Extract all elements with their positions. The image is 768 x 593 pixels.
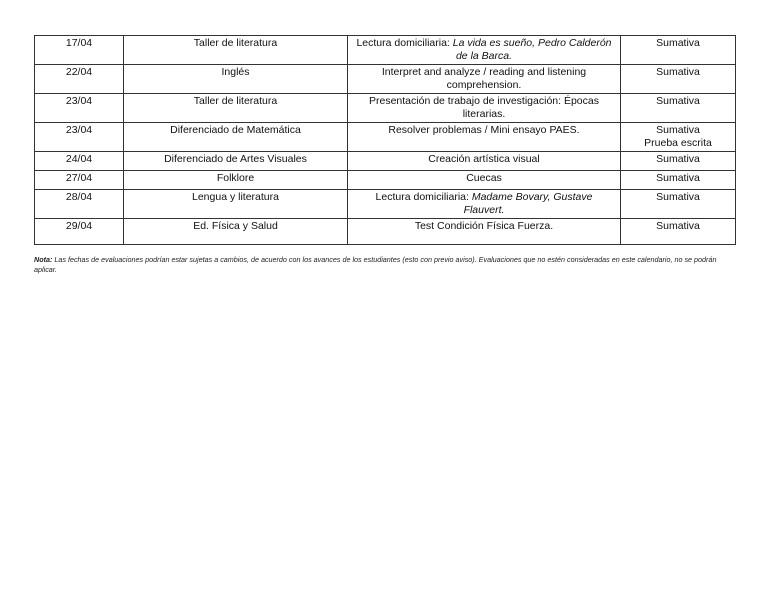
- evaluation-schedule-table: [34, 35, 736, 245]
- footnote: [34, 255, 739, 275]
- description-cell: [348, 94, 621, 123]
- table-row: [35, 123, 736, 152]
- type-cell: [621, 152, 736, 171]
- description-cell: [348, 190, 621, 219]
- type-cell: [621, 36, 736, 65]
- date-cell: 23/04: [35, 94, 124, 123]
- date-cell: 29/04: [35, 219, 124, 245]
- type-text: Sumativa: [656, 95, 700, 107]
- subject-cell: Diferenciado de Matemática: [124, 123, 348, 152]
- type-secondary-text: Prueba escrita: [644, 137, 712, 149]
- table-row: [35, 152, 736, 171]
- date-cell: 22/04: [35, 65, 124, 94]
- description-cell: [348, 152, 621, 171]
- type-text: Sumativa: [656, 66, 700, 78]
- type-cell: [621, 171, 736, 190]
- type-cell: [621, 65, 736, 94]
- type-text: Sumativa: [656, 37, 700, 49]
- description-text: Cuecas: [466, 172, 502, 184]
- date-cell: 28/04: [35, 190, 124, 219]
- date-cell: 24/04: [35, 152, 124, 171]
- description-text: Resolver problemas / Mini ensayo PAES.: [388, 124, 580, 136]
- table-row: [35, 171, 736, 190]
- description-cell: [348, 65, 621, 94]
- table-row: [35, 65, 736, 94]
- type-cell: [621, 190, 736, 219]
- description-text: Creación artística visual: [428, 153, 540, 165]
- description-italic-text: Madame Bovary, Gustave Flauvert.: [463, 191, 593, 216]
- description-cell: [348, 36, 621, 65]
- type-text: Sumativa: [656, 172, 700, 184]
- subject-cell: Taller de literatura: [124, 94, 348, 123]
- table-row: [35, 190, 736, 219]
- subject-cell: Lengua y literatura: [124, 190, 348, 219]
- subject-cell: Folklore: [124, 171, 348, 190]
- footnote-text: Las fechas de evaluaciones podrían estar sujetas a cambios, de acuerdo con los avances de los estudiantes (esto con previo aviso). Evaluaciones que no estén consideradas en este calendario, no se podrán aplicar.: [34, 255, 717, 274]
- table-row: [35, 94, 736, 123]
- type-text: Sumativa: [656, 191, 700, 203]
- subject-cell: Inglés: [124, 65, 348, 94]
- type-text: Sumativa: [656, 220, 700, 232]
- type-cell: [621, 94, 736, 123]
- description-cell: [348, 219, 621, 245]
- description-text: Presentación de trabajo de investigación: Épocas literarias.: [369, 95, 599, 120]
- description-text: Test Condición Física Fuerza.: [414, 220, 554, 232]
- table-row: [35, 219, 736, 245]
- type-cell: [621, 123, 736, 152]
- date-cell: 27/04: [35, 171, 124, 190]
- description-cell: [348, 171, 621, 190]
- description-text: Lectura domiciliaria:: [375, 191, 472, 203]
- description-cell: [348, 123, 621, 152]
- table-row: [35, 36, 736, 65]
- subject-cell: Diferenciado de Artes Visuales: [124, 152, 348, 171]
- date-cell: 23/04: [35, 123, 124, 152]
- description-text: Lectura domiciliaria:: [356, 37, 453, 49]
- description-italic-text: La vida es sueño, Pedro Calderón de la Barca.: [452, 37, 612, 62]
- footnote-label: Nota:: [34, 255, 53, 264]
- subject-cell: Taller de literatura: [124, 36, 348, 65]
- type-text: Sumativa: [656, 153, 700, 165]
- type-cell: [621, 219, 736, 245]
- description-text: Interpret and analyze / reading and listening comprehension.: [381, 66, 587, 91]
- date-cell: 17/04: [35, 36, 124, 65]
- type-text: Sumativa: [656, 124, 700, 136]
- subject-cell: Ed. Física y Salud: [124, 219, 348, 245]
